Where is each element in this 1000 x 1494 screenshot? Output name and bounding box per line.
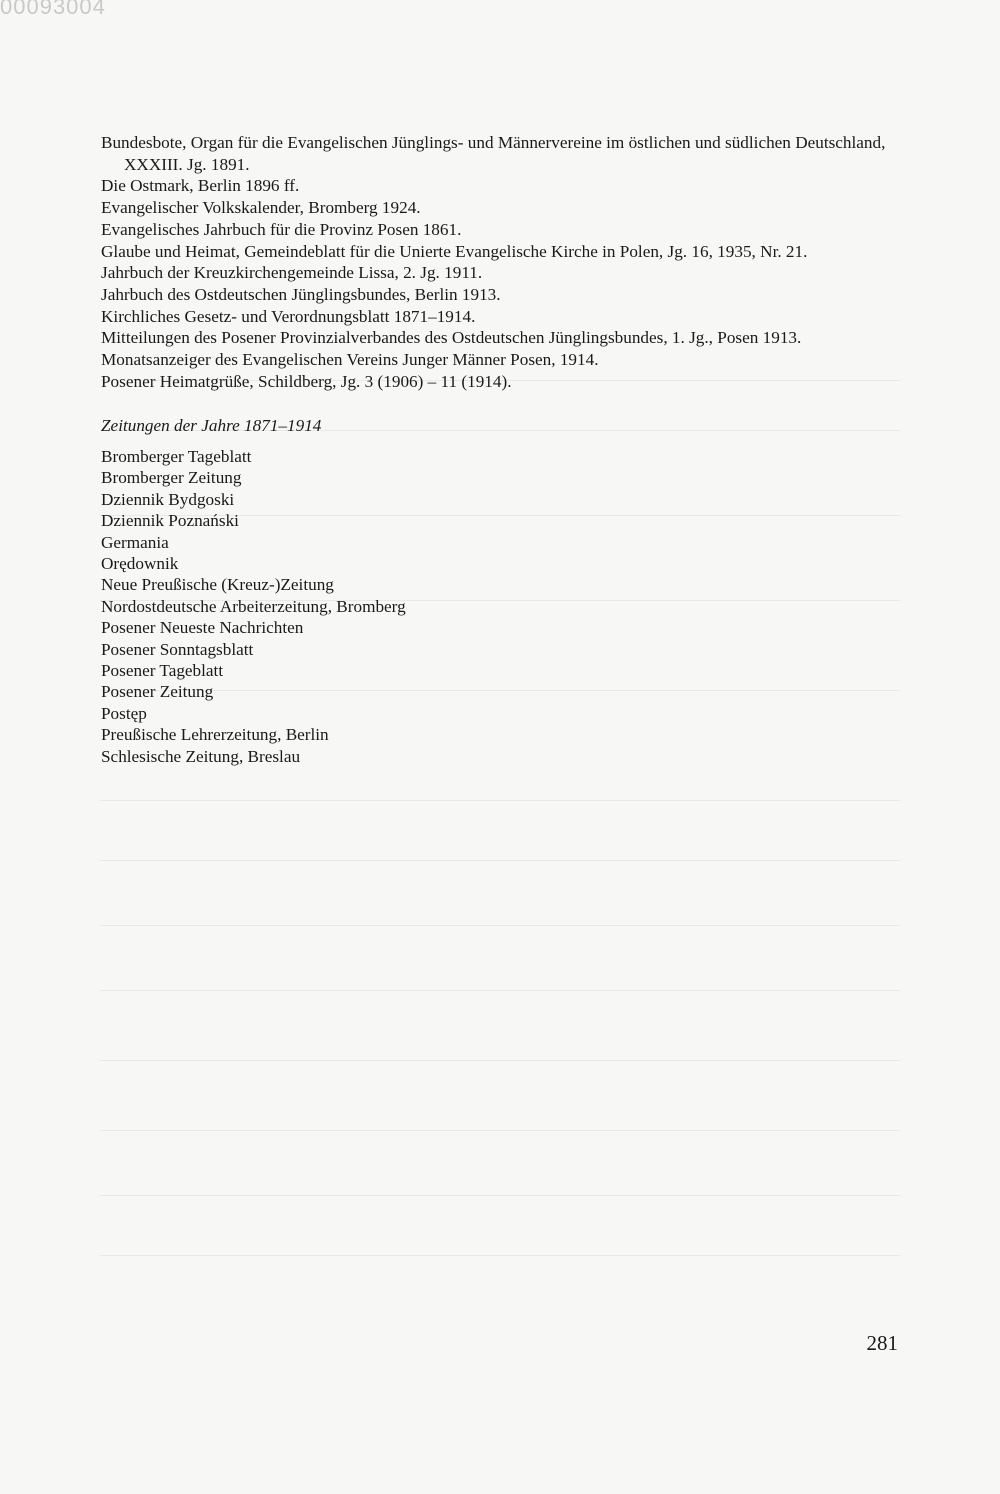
list-item: Bundesbote, Organ für die Evangelischen Jünglings- und Männervereine im östlichen und südlichen Deutschland, XXXIII. Jg. 1891.	[101, 133, 886, 174]
list-item: Posener Tageblatt	[101, 661, 224, 681]
list-item: Dziennik Bydgoski	[101, 489, 235, 509]
list-item: Posener Sonntagsblatt	[101, 639, 254, 659]
list-item: Die Ostmark, Berlin 1896 ff.	[101, 176, 300, 196]
list-item: Mitteilungen des Posener Provinzialverbandes des Ostdeutschen Jünglingsbundes, 1. Jg., Posen 1913.	[101, 328, 802, 348]
list-item: Bromberger Zeitung	[101, 468, 242, 488]
list-item: Posener Heimatgrüße, Schildberg, Jg. 3 (1906) – 11 (1914).	[101, 371, 512, 391]
list-item: Glaube und Heimat, Gemeindeblatt für die Unierte Evangelische Kirche in Polen, Jg. 16, 1935, Nr. 21.	[101, 241, 808, 261]
section-heading: Zeitungen der Jahre 1871–1914	[101, 416, 322, 435]
list-item: Germania	[101, 532, 169, 552]
sources-list	[101, 132, 901, 392]
list-item: Neue Preußische (Kreuz-)Zeitung	[101, 575, 334, 595]
list-item: Evangelischer Volkskalender, Bromberg 1924.	[101, 198, 421, 218]
list-item: Evangelisches Jahrbuch für die Provinz Posen 1861.	[101, 219, 462, 239]
list-item: Jahrbuch der Kreuzkirchengemeinde Lissa, 2. Jg. 1911.	[101, 263, 483, 283]
list-item: Posener Neueste Nachrichten	[101, 618, 304, 638]
list-item: Orędownik	[101, 554, 179, 574]
list-item: Bromberger Tageblatt	[101, 447, 252, 466]
list-item: Postęp	[101, 703, 147, 723]
list-item: Posener Zeitung	[101, 682, 214, 702]
list-item: Jahrbuch des Ostdeutschen Jünglingsbundes, Berlin 1913.	[101, 284, 501, 304]
scan-stamp: 00093004	[0, 0, 106, 19]
list-item: Dziennik Poznański	[101, 511, 239, 531]
list-item: Kirchliches Gesetz- und Verordnungsblatt 1871–1914.	[101, 306, 476, 326]
list-item: Nordostdeutsche Arbeiterzeitung, Bromberg	[101, 596, 406, 616]
newspapers-list	[101, 446, 901, 767]
page-number: 281	[866, 1331, 898, 1355]
list-item: Preußische Lehrerzeitung, Berlin	[101, 725, 329, 745]
list-item: Schlesische Zeitung, Breslau	[101, 746, 301, 766]
list-item: Monatsanzeiger des Evangelischen Vereins Junger Männer Posen, 1914.	[101, 350, 599, 370]
